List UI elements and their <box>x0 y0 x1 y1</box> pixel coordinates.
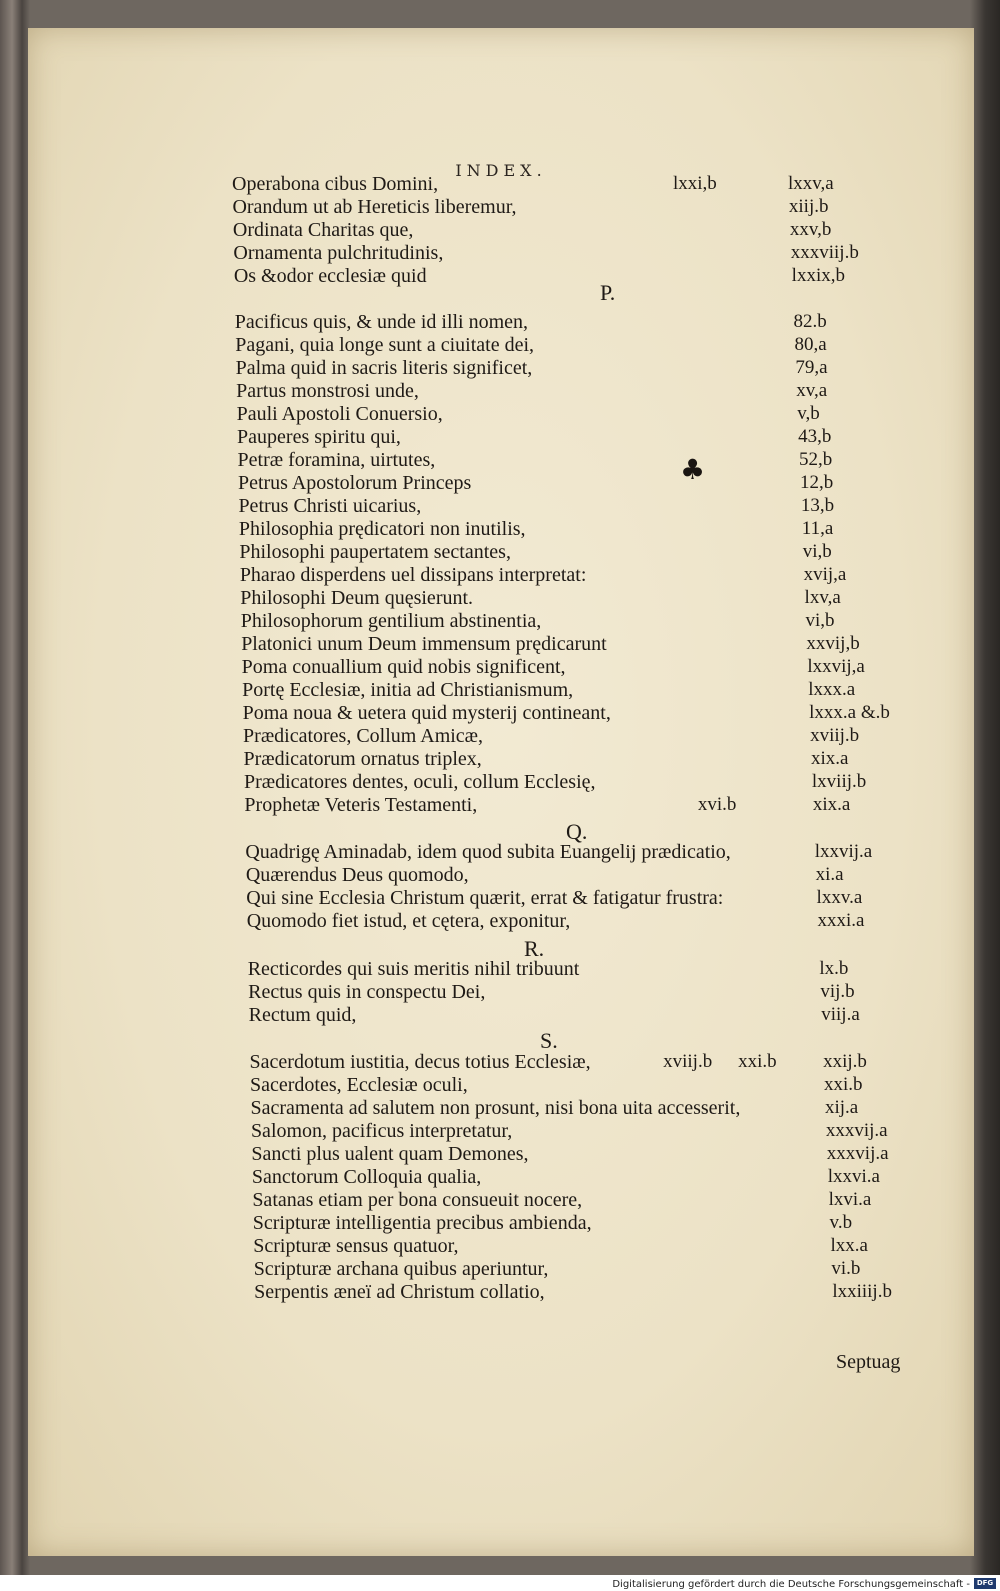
index-entry-text: Philosophi paupertatem sectantes, <box>239 541 511 563</box>
index-entry-text: Petrus Apostolorum Princeps <box>237 472 472 494</box>
index-entry-ref: lxxx.a &.b <box>809 702 890 723</box>
section-letter: Q. <box>566 819 588 844</box>
index-entry-text: Sacramenta ad salutem non prosunt, nisi bona uita accesserit, <box>250 1097 741 1119</box>
index-entry-text: Portę Ecclesiæ, initia ad Christianismum, <box>242 679 574 701</box>
index-entry-text: Sacerdotum iustitia, decus totius Ecclesiæ, <box>249 1051 591 1073</box>
index-entry-ref: 13,b <box>800 495 835 516</box>
index-entry-text: Petræ foramina, uirtutes, <box>237 449 436 471</box>
index-entry-ref: v,b <box>797 403 820 424</box>
section-letter: R. <box>524 936 545 961</box>
index-entry-text: Recticordes qui suis meritis nihil tribuunt <box>247 958 580 980</box>
index-entry-text: Philosophi Deum quęsierunt. <box>240 587 474 609</box>
index-entry-text: Quomodo fiet istud, et cętera, exponitur, <box>246 910 571 932</box>
footer-bar <box>0 1575 1000 1591</box>
index-entry-text: Prophetæ Veteris Testamenti, <box>244 794 478 816</box>
index-entry-text: Scripturæ sensus quatuor, <box>253 1235 459 1257</box>
index-entry-ref: 52,b <box>799 449 833 470</box>
index-entry-text: Scripturæ archana quibus aperiuntur, <box>253 1258 549 1280</box>
index-entry-text: Serpentis æneï ad Christum collatio, <box>254 1281 545 1303</box>
index-entry-ref: xxxvij.a <box>825 1120 888 1141</box>
index-entry-ref: lxvi.a <box>828 1189 872 1210</box>
index-entry-ref: xxv,b <box>789 219 832 240</box>
index-entry-ref: lxxv.a <box>816 887 863 908</box>
index-entries <box>28 28 974 1556</box>
dfg-logo-icon: DFG <box>974 1578 996 1589</box>
index-entry-text: Platonici unum Deum immensum prędicarunt <box>241 633 607 655</box>
index-entry-ref: xv,a <box>796 380 828 401</box>
index-entry-text: Prædicatorum ornatus triplex, <box>243 748 482 770</box>
index-entry-ref: xxi.b <box>738 1051 777 1072</box>
index-entry-ref: xix.a <box>812 794 851 815</box>
index-entry-text: Pharao disperdens uel dissipans interpretat: <box>239 564 587 586</box>
index-entry-ref: xvij,a <box>803 564 847 585</box>
index-entry-ref: xiij.b <box>788 196 829 217</box>
index-entry-text: Petrus Christi uicarius, <box>238 495 422 517</box>
index-entry-ref: xxi.b <box>824 1074 863 1095</box>
index-entry-ref: xi.a <box>815 864 844 885</box>
page-header: INDEX. <box>455 161 547 180</box>
index-entry-ref: xviij.b <box>663 1051 713 1072</box>
index-entry-ref: lxv,a <box>804 587 841 608</box>
index-entry-ref: lxxv,a <box>788 173 834 194</box>
index-entry-ref: 79,a <box>795 357 828 378</box>
index-entry-ref: lxxi,b <box>673 173 717 194</box>
club-ornament-icon: ♣ <box>680 453 706 486</box>
index-entry-text: Ordinata Charitas que, <box>232 219 414 241</box>
index-entry-text: Quærendus Deus quomodo, <box>245 864 469 886</box>
index-entry-text: Sanctorum Colloquia qualia, <box>251 1166 482 1188</box>
index-entry-ref: xxij.b <box>823 1051 867 1072</box>
index-entry-text: Philosophorum gentilium abstinentia, <box>240 610 542 632</box>
index-entry-ref: xxxi.a <box>817 910 865 931</box>
index-entry-text: Pacificus quis, & unde id illi nomen, <box>234 311 529 333</box>
index-entry-text: Palma quid in sacris literis significet, <box>235 357 533 379</box>
index-entry-ref: lxxix,b <box>791 265 845 286</box>
index-entry-ref: lxviij.b <box>811 771 867 792</box>
index-entry-text: Partus monstrosi unde, <box>236 380 419 402</box>
index-entry-text: Sancti plus ualent quam Demones, <box>251 1143 529 1165</box>
index-entry-ref: vi.b <box>831 1258 861 1279</box>
index-entry-ref: xxxvij.a <box>826 1143 889 1164</box>
index-entry-text: Pauperes spiritu qui, <box>237 426 401 448</box>
index-entry-text: Orandum ut ab Hereticis liberemur, <box>232 196 517 218</box>
index-entry-ref: viij.a <box>821 1004 860 1025</box>
index-entry-ref: lxxiiij.b <box>832 1281 892 1302</box>
index-entry-ref: 43,b <box>798 426 832 447</box>
page-sheet <box>28 28 974 1556</box>
catchword: Septuag <box>836 1351 901 1373</box>
index-entry-text: Poma conuallium quid nobis significent, <box>241 656 566 678</box>
index-entry-ref: 82.b <box>793 311 827 332</box>
index-entry-text: Prædicatores, Collum Amicæ, <box>243 725 484 747</box>
section-letter: P. <box>600 280 616 305</box>
index-entry-ref: lx.b <box>819 958 849 979</box>
index-entry-text: Operabona cibus Domini, <box>232 173 439 195</box>
index-entry-ref: vi,b <box>802 541 832 562</box>
index-entry-ref: vi,b <box>805 610 835 631</box>
index-entry-ref: lxxvij,a <box>807 656 865 677</box>
index-entry-ref: 12,b <box>799 472 834 493</box>
section-letter: S. <box>540 1028 558 1053</box>
index-entry-ref: lxxx.a <box>808 679 856 700</box>
index-entry-ref: v.b <box>829 1212 853 1233</box>
index-entry-text: Scripturæ intelligentia precibus ambienda, <box>252 1212 592 1234</box>
index-entry-text: Ornamenta pulchritudinis, <box>233 242 444 264</box>
index-entry-ref: 11,a <box>801 518 834 539</box>
index-entry-ref: xviij.b <box>810 725 860 746</box>
index-entry-ref: lxxvi.a <box>827 1166 880 1187</box>
index-entry-text: Pagani, quia longe sunt a ciuitate dei, <box>235 334 535 356</box>
index-entry-text: Philosophia prędicatori non inutilis, <box>238 518 526 540</box>
index-entry-ref: xvi.b <box>697 794 737 815</box>
index-entry-ref: xxvij,b <box>806 633 860 654</box>
index-entry-text: Satanas etiam per bona consueuit nocere, <box>252 1189 583 1211</box>
index-entry-text: Prædicatores dentes, oculi, collum Ecclesię, <box>243 771 596 793</box>
index-entry-text: Rectus quis in conspectu Dei, <box>248 981 486 1003</box>
index-entry-text: Quadrigę Aminadab, idem quod subita Euangelij prædicatio, <box>245 841 731 863</box>
index-entry-ref: xix.a <box>811 748 849 769</box>
index-entry-ref: 80,a <box>794 334 827 355</box>
index-entry-text: Salomon, pacificus interpretatur, <box>250 1120 513 1142</box>
index-entry-ref: lxx.a <box>830 1235 868 1256</box>
index-entry-text: Poma noua & uetera quid mysterij contineant, <box>242 702 611 724</box>
index-entry-text: Pauli Apostoli Conuersio, <box>236 403 443 425</box>
index-entry-ref: vij.b <box>820 981 855 1002</box>
index-entry-ref: lxxvij.a <box>814 841 873 862</box>
index-entry-ref: xij.a <box>824 1097 859 1118</box>
index-entry-ref: xxxviij.b <box>790 242 859 263</box>
index-entry-text: Os &odor ecclesiæ quid <box>233 265 427 287</box>
index-entry-text: Rectum quid, <box>248 1004 357 1026</box>
index-entry-text: Sacerdotes, Ecclesiæ oculi, <box>250 1074 468 1096</box>
index-entry-text: Qui sine Ecclesia Christum quærit, errat & fatigatur frustra: <box>246 887 724 909</box>
footer-credit: Digitalisierung gefördert durch die Deutsche Forschungsgemeinschaft - <box>612 1579 970 1590</box>
